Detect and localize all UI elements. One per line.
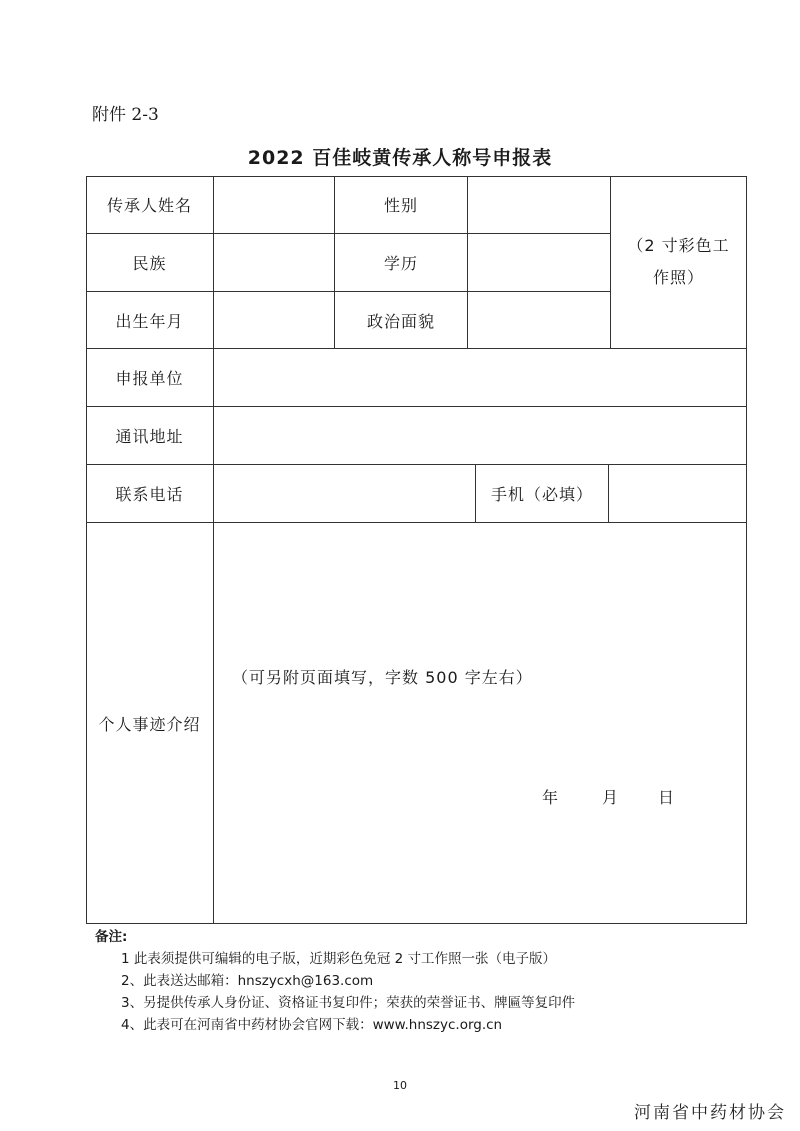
gender-field[interactable]	[468, 176, 610, 233]
table-border-bottom	[86, 923, 747, 924]
mobile-label: 手机（必填）	[490, 485, 593, 504]
political-status-field[interactable]	[468, 292, 610, 348]
note-item: 3、另提供传承人身份证、资格证书复印件；荣获的荣誉证书、牌匾等复印件	[121, 995, 576, 1011]
footer-organization: 河南省中药材协会	[634, 1103, 786, 1123]
notes-heading: 备注:	[95, 929, 128, 945]
photo-hint-line2: 作照）	[652, 268, 704, 287]
note-item: 4、此表可在河南省中药材协会官网下载：www.hnszyc.org.cn	[121, 1017, 503, 1033]
name-label: 传承人姓名	[106, 196, 192, 215]
mobile-field[interactable]	[609, 465, 746, 522]
unit-field[interactable]	[214, 349, 746, 406]
birth-date-label: 出生年月	[115, 311, 184, 331]
date-month: 月	[602, 788, 620, 807]
unit-label: 申报单位	[115, 369, 184, 388]
note-item: 1 此表须提供可编辑的电子版，近期彩色免冠 2 寸工作照一张（电子版）	[121, 951, 557, 967]
photo-hint-line1: （2 寸彩色工	[627, 236, 730, 255]
table-border-right	[746, 176, 747, 924]
birth-date-field[interactable]	[214, 292, 334, 348]
date-year: 年	[542, 788, 560, 807]
ethnicity-field[interactable]	[214, 234, 334, 291]
note-item: 2、此表送达邮箱：hnszycxh@163.com	[121, 973, 374, 989]
name-field[interactable]	[214, 176, 334, 233]
gender-label: 性别	[383, 196, 418, 215]
deeds-label: 个人事迹介绍	[98, 714, 201, 734]
phone-field[interactable]	[214, 465, 475, 522]
date-day: 日	[658, 788, 676, 807]
education-label: 学历	[383, 254, 418, 273]
ethnicity-label: 民族	[132, 254, 167, 273]
education-field[interactable]	[468, 234, 610, 291]
photo-placeholder[interactable]	[611, 176, 746, 348]
attachment-label: 附件 2-3	[92, 105, 159, 125]
notes-section	[95, 926, 575, 1036]
address-label: 通讯地址	[115, 427, 184, 446]
phone-label: 联系电话	[115, 485, 184, 504]
form-title: 2022 百佳岐黄传承人称号申报表	[247, 147, 553, 169]
deeds-hint: （可另附页面填写，字数 500 字左右）	[232, 668, 533, 687]
political-status-label: 政治面貌	[366, 311, 435, 331]
page-number: 10	[393, 1079, 407, 1092]
application-form-table	[86, 176, 747, 924]
address-field[interactable]	[214, 407, 746, 464]
deeds-field[interactable]	[214, 523, 746, 923]
